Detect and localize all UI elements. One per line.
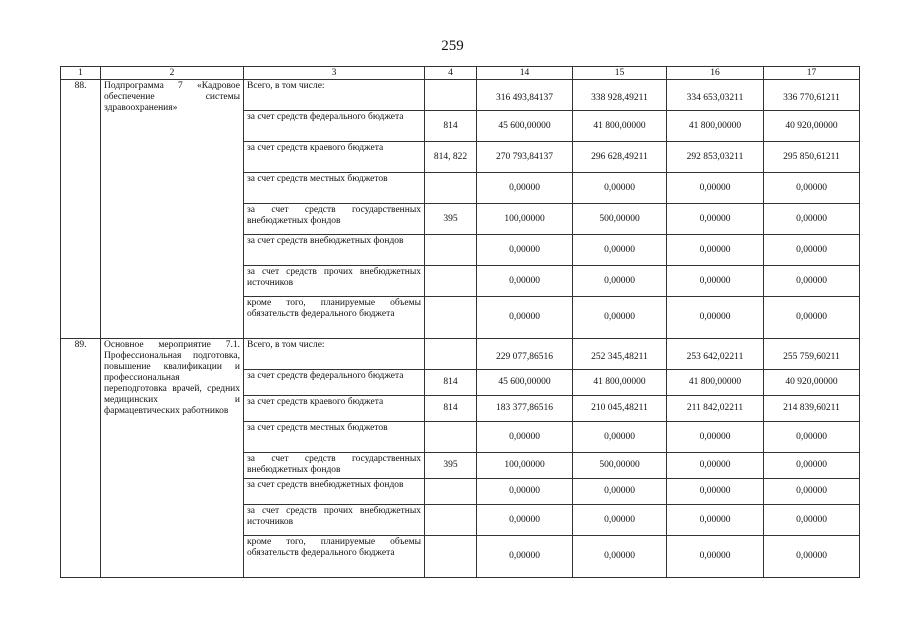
amount-cell-v16: 0,00000 xyxy=(667,422,764,453)
amount-cell-v15: 0,00000 xyxy=(573,235,667,266)
amount-cell-v17: 255 759,60211 xyxy=(764,339,860,370)
funding-source: за счет средств государственных внебюджетных фондов xyxy=(244,204,425,235)
funding-source: за счет средств местных бюджетов xyxy=(244,173,425,204)
program-name: Основное мероприятие 7.1. Профессиональная подготовка, повышение квалификации и профессиональная переподготовка врачей, средних медицинских и фармацевтических работников xyxy=(101,339,244,578)
table-body xyxy=(61,67,860,578)
amount-cell-v16: 0,00000 xyxy=(667,173,764,204)
amount-cell-v17: 336 770,61211 xyxy=(764,80,860,111)
funding-source: за счет средств федерального бюджета xyxy=(244,111,425,142)
amount-cell-v17: 0,00000 xyxy=(764,453,860,479)
amount-cell-v15: 296 628,49211 xyxy=(573,142,667,173)
amount-cell-v17: 0,00000 xyxy=(764,297,860,339)
amount-cell-v15: 0,00000 xyxy=(573,266,667,297)
column-header: 14 xyxy=(477,67,573,80)
amount-cell-v16: 0,00000 xyxy=(667,235,764,266)
program-name: Подпрограмма 7 «Кадровое обеспечение системы здравоохранения» xyxy=(101,80,244,339)
funding-source: за счет средств федерального бюджета xyxy=(244,370,425,396)
column-header: 4 xyxy=(425,67,477,80)
amount-cell-v14: 0,00000 xyxy=(477,505,573,536)
funding-source: кроме того, планируемые объемы обязательств федерального бюджета xyxy=(244,297,425,339)
funding-source: за счет средств прочих внебюджетных источников xyxy=(244,505,425,536)
amount-cell-v16: 0,00000 xyxy=(667,266,764,297)
column-header: 16 xyxy=(667,67,764,80)
amount-cell-v14: 0,00000 xyxy=(477,479,573,505)
amount-cell-v16: 41 800,00000 xyxy=(667,111,764,142)
amount-cell-v17: 0,00000 xyxy=(764,173,860,204)
amount-cell-v14: 45 600,00000 xyxy=(477,111,573,142)
amount-cell-v16: 0,00000 xyxy=(667,297,764,339)
funding-source: кроме того, планируемые объемы обязательств федерального бюджета xyxy=(244,536,425,578)
budget-code: 814 xyxy=(425,396,477,422)
amount-cell-v15: 500,00000 xyxy=(573,204,667,235)
amount-cell-v14: 0,00000 xyxy=(477,422,573,453)
amount-cell-v17: 40 920,00000 xyxy=(764,370,860,396)
row-number: 88. xyxy=(61,80,101,339)
amount-cell-v14: 0,00000 xyxy=(477,536,573,578)
column-number-header-row xyxy=(61,67,860,80)
amount-cell-v17: 0,00000 xyxy=(764,266,860,297)
amount-cell-v14: 183 377,86516 xyxy=(477,396,573,422)
amount-cell-v16: 253 642,02211 xyxy=(667,339,764,370)
amount-cell-v16: 334 653,03211 xyxy=(667,80,764,111)
amount-cell-v16: 0,00000 xyxy=(667,505,764,536)
amount-cell-v15: 0,00000 xyxy=(573,297,667,339)
funding-source: за счет средств внебюджетных фондов xyxy=(244,479,425,505)
amount-cell-v16: 0,00000 xyxy=(667,204,764,235)
amount-cell-v15: 0,00000 xyxy=(573,422,667,453)
amount-cell-v14: 45 600,00000 xyxy=(477,370,573,396)
amount-cell-v16: 0,00000 xyxy=(667,536,764,578)
amount-cell-v17: 0,00000 xyxy=(764,422,860,453)
budget-code: 814 xyxy=(425,370,477,396)
amount-cell-v15: 500,00000 xyxy=(573,453,667,479)
column-header: 1 xyxy=(61,67,101,80)
budget-code xyxy=(425,505,477,536)
amount-cell-v15: 252 345,48211 xyxy=(573,339,667,370)
amount-cell-v15: 0,00000 xyxy=(573,505,667,536)
amount-cell-v16: 292 853,03211 xyxy=(667,142,764,173)
budget-code: 395 xyxy=(425,453,477,479)
amount-cell-v17: 0,00000 xyxy=(764,235,860,266)
amount-cell-v17: 40 920,00000 xyxy=(764,111,860,142)
amount-cell-v15: 338 928,49211 xyxy=(573,80,667,111)
funding-source: за счет средств прочих внебюджетных источников xyxy=(244,266,425,297)
amount-cell-v15: 41 800,00000 xyxy=(573,111,667,142)
budget-code xyxy=(425,339,477,370)
column-header: 2 xyxy=(101,67,244,80)
amount-cell-v16: 0,00000 xyxy=(667,479,764,505)
amount-cell-v17: 0,00000 xyxy=(764,204,860,235)
table-row xyxy=(61,80,860,111)
budget-code xyxy=(425,266,477,297)
page-number: 259 xyxy=(441,38,464,54)
budget-code: 814 xyxy=(425,111,477,142)
funding-source: за счет средств краевого бюджета xyxy=(244,396,425,422)
amount-cell-v17: 295 850,61211 xyxy=(764,142,860,173)
budget-code xyxy=(425,422,477,453)
amount-cell-v17: 214 839,60211 xyxy=(764,396,860,422)
amount-cell-v14: 0,00000 xyxy=(477,297,573,339)
amount-cell-v17: 0,00000 xyxy=(764,479,860,505)
amount-cell-v14: 270 793,84137 xyxy=(477,142,573,173)
amount-cell-v16: 0,00000 xyxy=(667,453,764,479)
budget-code xyxy=(425,235,477,266)
amount-cell-v16: 41 800,00000 xyxy=(667,370,764,396)
amount-cell-v14: 316 493,84137 xyxy=(477,80,573,111)
amount-cell-v15: 0,00000 xyxy=(573,479,667,505)
budget-code xyxy=(425,479,477,505)
row-number: 89. xyxy=(61,339,101,578)
budget-code: 814, 822 xyxy=(425,142,477,173)
amount-cell-v14: 0,00000 xyxy=(477,266,573,297)
column-header: 17 xyxy=(764,67,860,80)
amount-cell-v14: 0,00000 xyxy=(477,235,573,266)
amount-cell-v15: 0,00000 xyxy=(573,173,667,204)
budget-code: 395 xyxy=(425,204,477,235)
amount-cell-v17: 0,00000 xyxy=(764,505,860,536)
budget-code xyxy=(425,80,477,111)
budget-code xyxy=(425,536,477,578)
funding-source: за счет средств краевого бюджета xyxy=(244,142,425,173)
budget-table xyxy=(60,66,860,578)
amount-cell-v14: 0,00000 xyxy=(477,173,573,204)
table-row xyxy=(61,339,860,370)
funding-source: за счет средств государственных внебюджетных фондов xyxy=(244,453,425,479)
funding-source: за счет средств местных бюджетов xyxy=(244,422,425,453)
amount-cell-v14: 100,00000 xyxy=(477,453,573,479)
amount-cell-v17: 0,00000 xyxy=(764,536,860,578)
amount-cell-v15: 0,00000 xyxy=(573,536,667,578)
column-header: 15 xyxy=(573,67,667,80)
column-header: 3 xyxy=(244,67,425,80)
budget-code xyxy=(425,173,477,204)
amount-cell-v15: 41 800,00000 xyxy=(573,370,667,396)
amount-cell-v15: 210 045,48211 xyxy=(573,396,667,422)
budget-code xyxy=(425,297,477,339)
funding-source: за счет средств внебюджетных фондов xyxy=(244,235,425,266)
amount-cell-v14: 100,00000 xyxy=(477,204,573,235)
funding-source: Всего, в том числе: xyxy=(244,80,425,111)
funding-source: Всего, в том числе: xyxy=(244,339,425,370)
amount-cell-v16: 211 842,02211 xyxy=(667,396,764,422)
amount-cell-v14: 229 077,86516 xyxy=(477,339,573,370)
